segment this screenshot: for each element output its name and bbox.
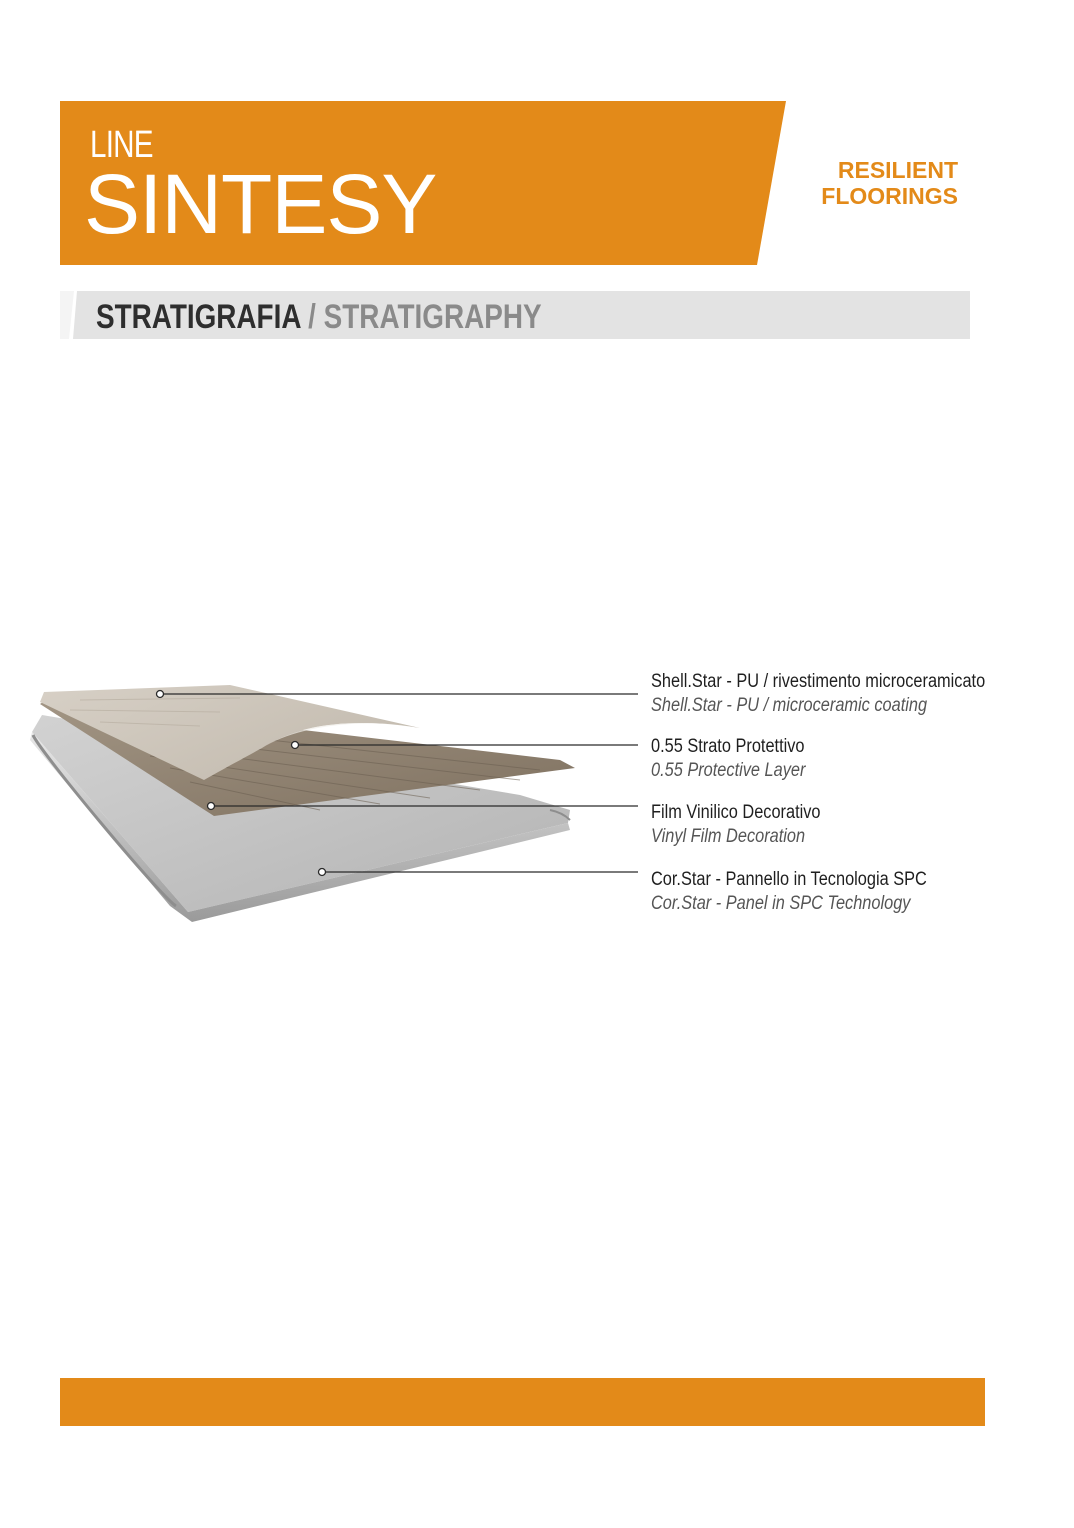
- tagline-line-2: FLOORINGS: [821, 183, 958, 209]
- layer-label-it: Film Vinilico Decorativo: [651, 802, 821, 823]
- layer-label-en: Cor.Star - Panel in SPC Technology: [651, 893, 911, 914]
- footer-bar: [60, 1378, 985, 1426]
- layer-label-it: Shell.Star - PU / rivestimento microceramicato: [651, 671, 986, 692]
- section-title: [96, 298, 542, 336]
- layer-label-core: [651, 868, 927, 916]
- layer-label-film: [651, 801, 821, 849]
- stratigraphy-diagram: [0, 640, 1074, 960]
- section-title-separator: /: [300, 298, 324, 336]
- tagline-line-1: RESILIENT: [837, 157, 958, 183]
- brand-title: SINTESY: [84, 157, 437, 251]
- layer-label-it: Cor.Star - Pannello in Tecnologia SPC: [651, 869, 927, 890]
- layer-label-en: Shell.Star - PU / microceramic coating: [651, 695, 928, 716]
- layer-label-en: Vinyl Film Decoration: [651, 826, 806, 847]
- layer-label-it: 0.55 Strato Protettivo: [651, 736, 805, 757]
- layer-label-coating: [651, 670, 985, 718]
- section-title-en: STRATIGRAPHY: [323, 298, 542, 336]
- line-label: LINE: [90, 124, 153, 166]
- tagline: [808, 157, 958, 209]
- layer-label-protective: [651, 735, 805, 783]
- section-title-it: STRATIGRAFIA: [96, 298, 301, 336]
- layer-label-en: 0.55 Protective Layer: [651, 760, 806, 781]
